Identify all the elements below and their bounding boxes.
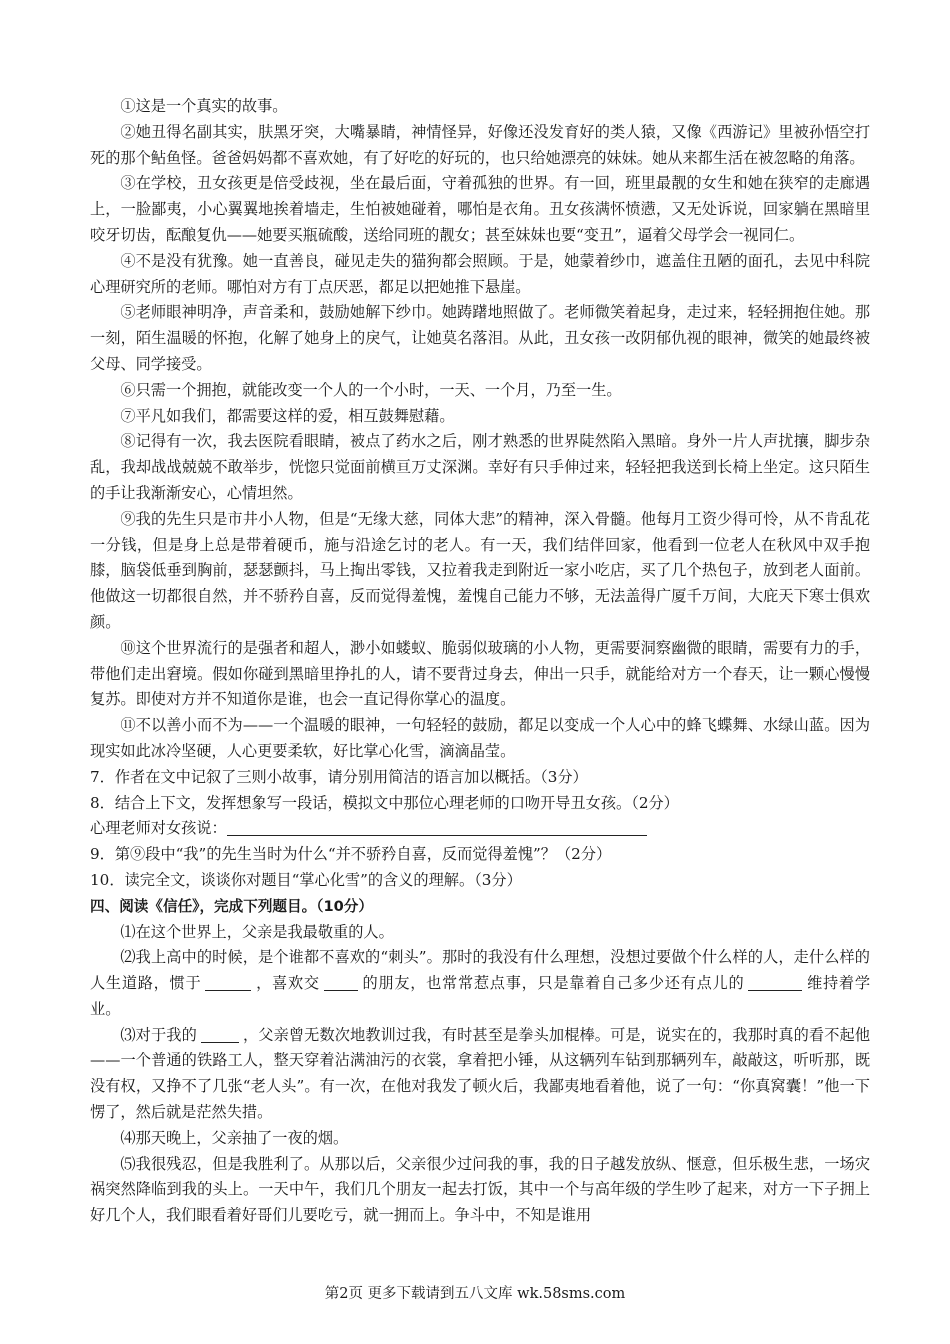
text-run: ，喜欢交 bbox=[255, 974, 320, 993]
paragraph-11: ⑪不以善小而不为——一个温暖的眼神，一句轻轻的鼓励，都足以变成一个人心中的蜂飞蝶舞、水绿山蓝。因为现实如此冰冷坚硬，人心更要柔软，好比掌心化雪，滴滴晶莹。 bbox=[90, 716, 870, 760]
paragraph-9: ⑨我的先生只是市井小人物，但是“无缘大慈，同体大悲”的精神，深入骨髓。他每月工资少得可怜，从不肯乱花一分钱，但是身上总是带着硬币，施与沿途乞讨的老人。有一天，我们结伴回家，他看到一位老人在秋风中双手抱膝，脑袋低垂到胸前，瑟瑟颤抖，马上掏出零钱，又拉着我走到附近一家小吃店，买了几个热包子，放到老人面前。他做这一切都很自然，并不骄矜自喜，反而觉得羞愧，羞愧自己能力不够，无法盖得广厦千万间，大庇天下寒士俱欢颜。 bbox=[90, 509, 870, 631]
paragraph-8: ⑧记得有一次，我去医院看眼睛，被点了药水之后，刚才熟悉的世界陡然陷入黑暗。身外一片人声扰攘，脚步杂乱，我却战战兢兢不敢举步，恍惚只觉面前横亘万丈深渊。幸好有只手伸过来，轻轻把我送到长椅上坐定。这只陌生的手让我渐渐安心，心情坦然。 bbox=[90, 432, 870, 502]
question-8: 8．结合上下文，发挥想象写一段话，模拟文中那位心理老师的口吻开导丑女孩。（2分） bbox=[90, 793, 679, 812]
paragraph-1: ①这是一个真实的故事。 bbox=[120, 97, 288, 115]
question-9: 9．第⑨段中“我”的先生当时为什么“并不骄矜自喜，反而觉得羞愧”？（2分） bbox=[90, 845, 612, 864]
page-footer: 第2页 更多下载请到五八文库 wk.58sms.com bbox=[324, 1286, 626, 1302]
paragraph-2: ②她丑得名副其实，肤黑牙突，大嘴暴睛，神情怪异，好像还没发育好的类人猿，又像《西游记》里被孙悟空打死的那个鲇鱼怪。爸爸妈妈都不喜欢她，有了好吃的好玩的，也只给她漂亮的妹妹。她从来都生活在被忽略的角落。 bbox=[90, 122, 870, 167]
section-4-title: 四、阅读《信任》，完成下列题目。（10分） bbox=[90, 897, 373, 915]
paragraph-6: ⑥只需一个拥抱，就能改变一个人的一个小时，一天、一个月，乃至一生。 bbox=[120, 380, 622, 399]
question-8-prefix: 心理老师对女孩说： bbox=[90, 819, 227, 838]
paragraph-5: ⑤老师眼神明净，声音柔和，鼓励她解下纱巾。她踌躇地照做了。老师微笑着起身，走过来，轻轻拥抱住她。那一刻，陌生温暖的怀抱，化解了她身上的戾气，让她莫名落泪。从此，丑女孩一改阴郁仇视的眼神，微笑的她最终被父母、同学接受。 bbox=[90, 303, 870, 373]
paragraph-7: ⑦平凡如我们，都需要这样的爱，相互鼓舞慰藉。 bbox=[120, 406, 455, 425]
question-7: 7．作者在文中记叙了三则小故事，请分别用简洁的语言加以概括。（3分） bbox=[90, 767, 588, 786]
text-run: 维持着学业。 bbox=[90, 974, 871, 1018]
section-4-paragraph-1: ⑴在这个世界上，父亲是我最敬重的人。 bbox=[120, 922, 394, 941]
text-run: ⑵我上高中的时候，是个谁都不喜欢的“刺头”。那时的我没有什么理想，没想过要做个什么样的人，走什么样的人生道路，惯于 bbox=[90, 948, 870, 993]
section-4-paragraph-3 bbox=[90, 1023, 870, 1126]
fill-blank bbox=[205, 973, 251, 991]
fill-blank bbox=[324, 973, 358, 991]
question-8-answer-row bbox=[90, 816, 870, 842]
section-4-paragraph-4: ⑷那天晚上，父亲抽了一夜的烟。 bbox=[120, 1128, 349, 1147]
document-page bbox=[90, 94, 870, 1229]
question-10: 10．读完全文，谈谈你对题目“掌心化雪”的含义的理解。（3分） bbox=[90, 870, 522, 889]
fill-blank bbox=[201, 1025, 239, 1043]
paragraph-3: ③在学校，丑女孩更是倍受歧视，坐在最后面，守着孤独的世界。有一回，班里最靓的女生和她在狭窄的走廊遇上，一脸鄙夷，小心翼翼地挨着墙走，生怕被她碰着，哪怕是衣角。丑女孩满怀愤懑，又无处诉说，回家躺在黑暗里咬牙切齿，酝酿复仇——她要买瓶硫酸，送给同班的靓女；甚至妹妹也要“变丑”，逼着父母学会一视同仁。 bbox=[90, 174, 870, 244]
text-run: ⑶对于我的 bbox=[120, 1025, 197, 1044]
section-4-paragraph-5: ⑸我很残忍，但是我胜利了。从那以后，父亲很少过问我的事，我的日子越发放纵、惬意，但乐极生悲，一场灾祸突然降临到我的头上。一天中午，我们几个朋友一起去打饭，其中一个与高年级的学生吵了起来，对方一下子拥上好几个人，我们眼看着好哥们儿要吃亏，就一拥而上。争斗中，不知是谁用 bbox=[90, 1154, 870, 1225]
paragraph-4: ④不是没有犹豫。她一直善良，碰见走失的猫狗都会照顾。于是，她蒙着纱巾，遮盖住丑陋的面孔，去见中科院心理研究所的老师。哪怕对方有丁点厌恶，都足以把她推下悬崖。 bbox=[90, 251, 870, 296]
paragraph-10: ⑩这个世界流行的是强者和超人，渺小如蝼蚁、脆弱似玻璃的小人物，更需要洞察幽微的眼睛，需要有力的手，带他们走出窘境。假如你碰到黑暗里挣扎的人，请不要背过身去，伸出一只手，就能给对方一个春天，让一颗心慢慢复苏。即使对方并不知道你是谁，也会一直记得你掌心的温度。 bbox=[90, 638, 870, 709]
text-run: 的朋友，也常常惹点事，只是靠着自己多少还有点儿的 bbox=[361, 974, 745, 993]
section-4-paragraph-2 bbox=[90, 945, 870, 1022]
fill-blank bbox=[748, 973, 802, 991]
answer-line bbox=[227, 818, 647, 836]
text-run: ，父亲曾无数次地教训过我，有时甚至是拳头加棍棒。可是，说实在的，我那时真的看不起他——一个普通的铁路工人，整天穿着沾满油污的衣裳，拿着把小锤，从这辆列车钻到那辆列车，敲敲这，听听那，既没有权，又挣不了几张“老人头”。有一次，在他对我发了顿火后，我鄙夷地看着他，说了一句：“你真窝囊！”他一下愣了，然后就是茫然失措。 bbox=[90, 1025, 871, 1122]
